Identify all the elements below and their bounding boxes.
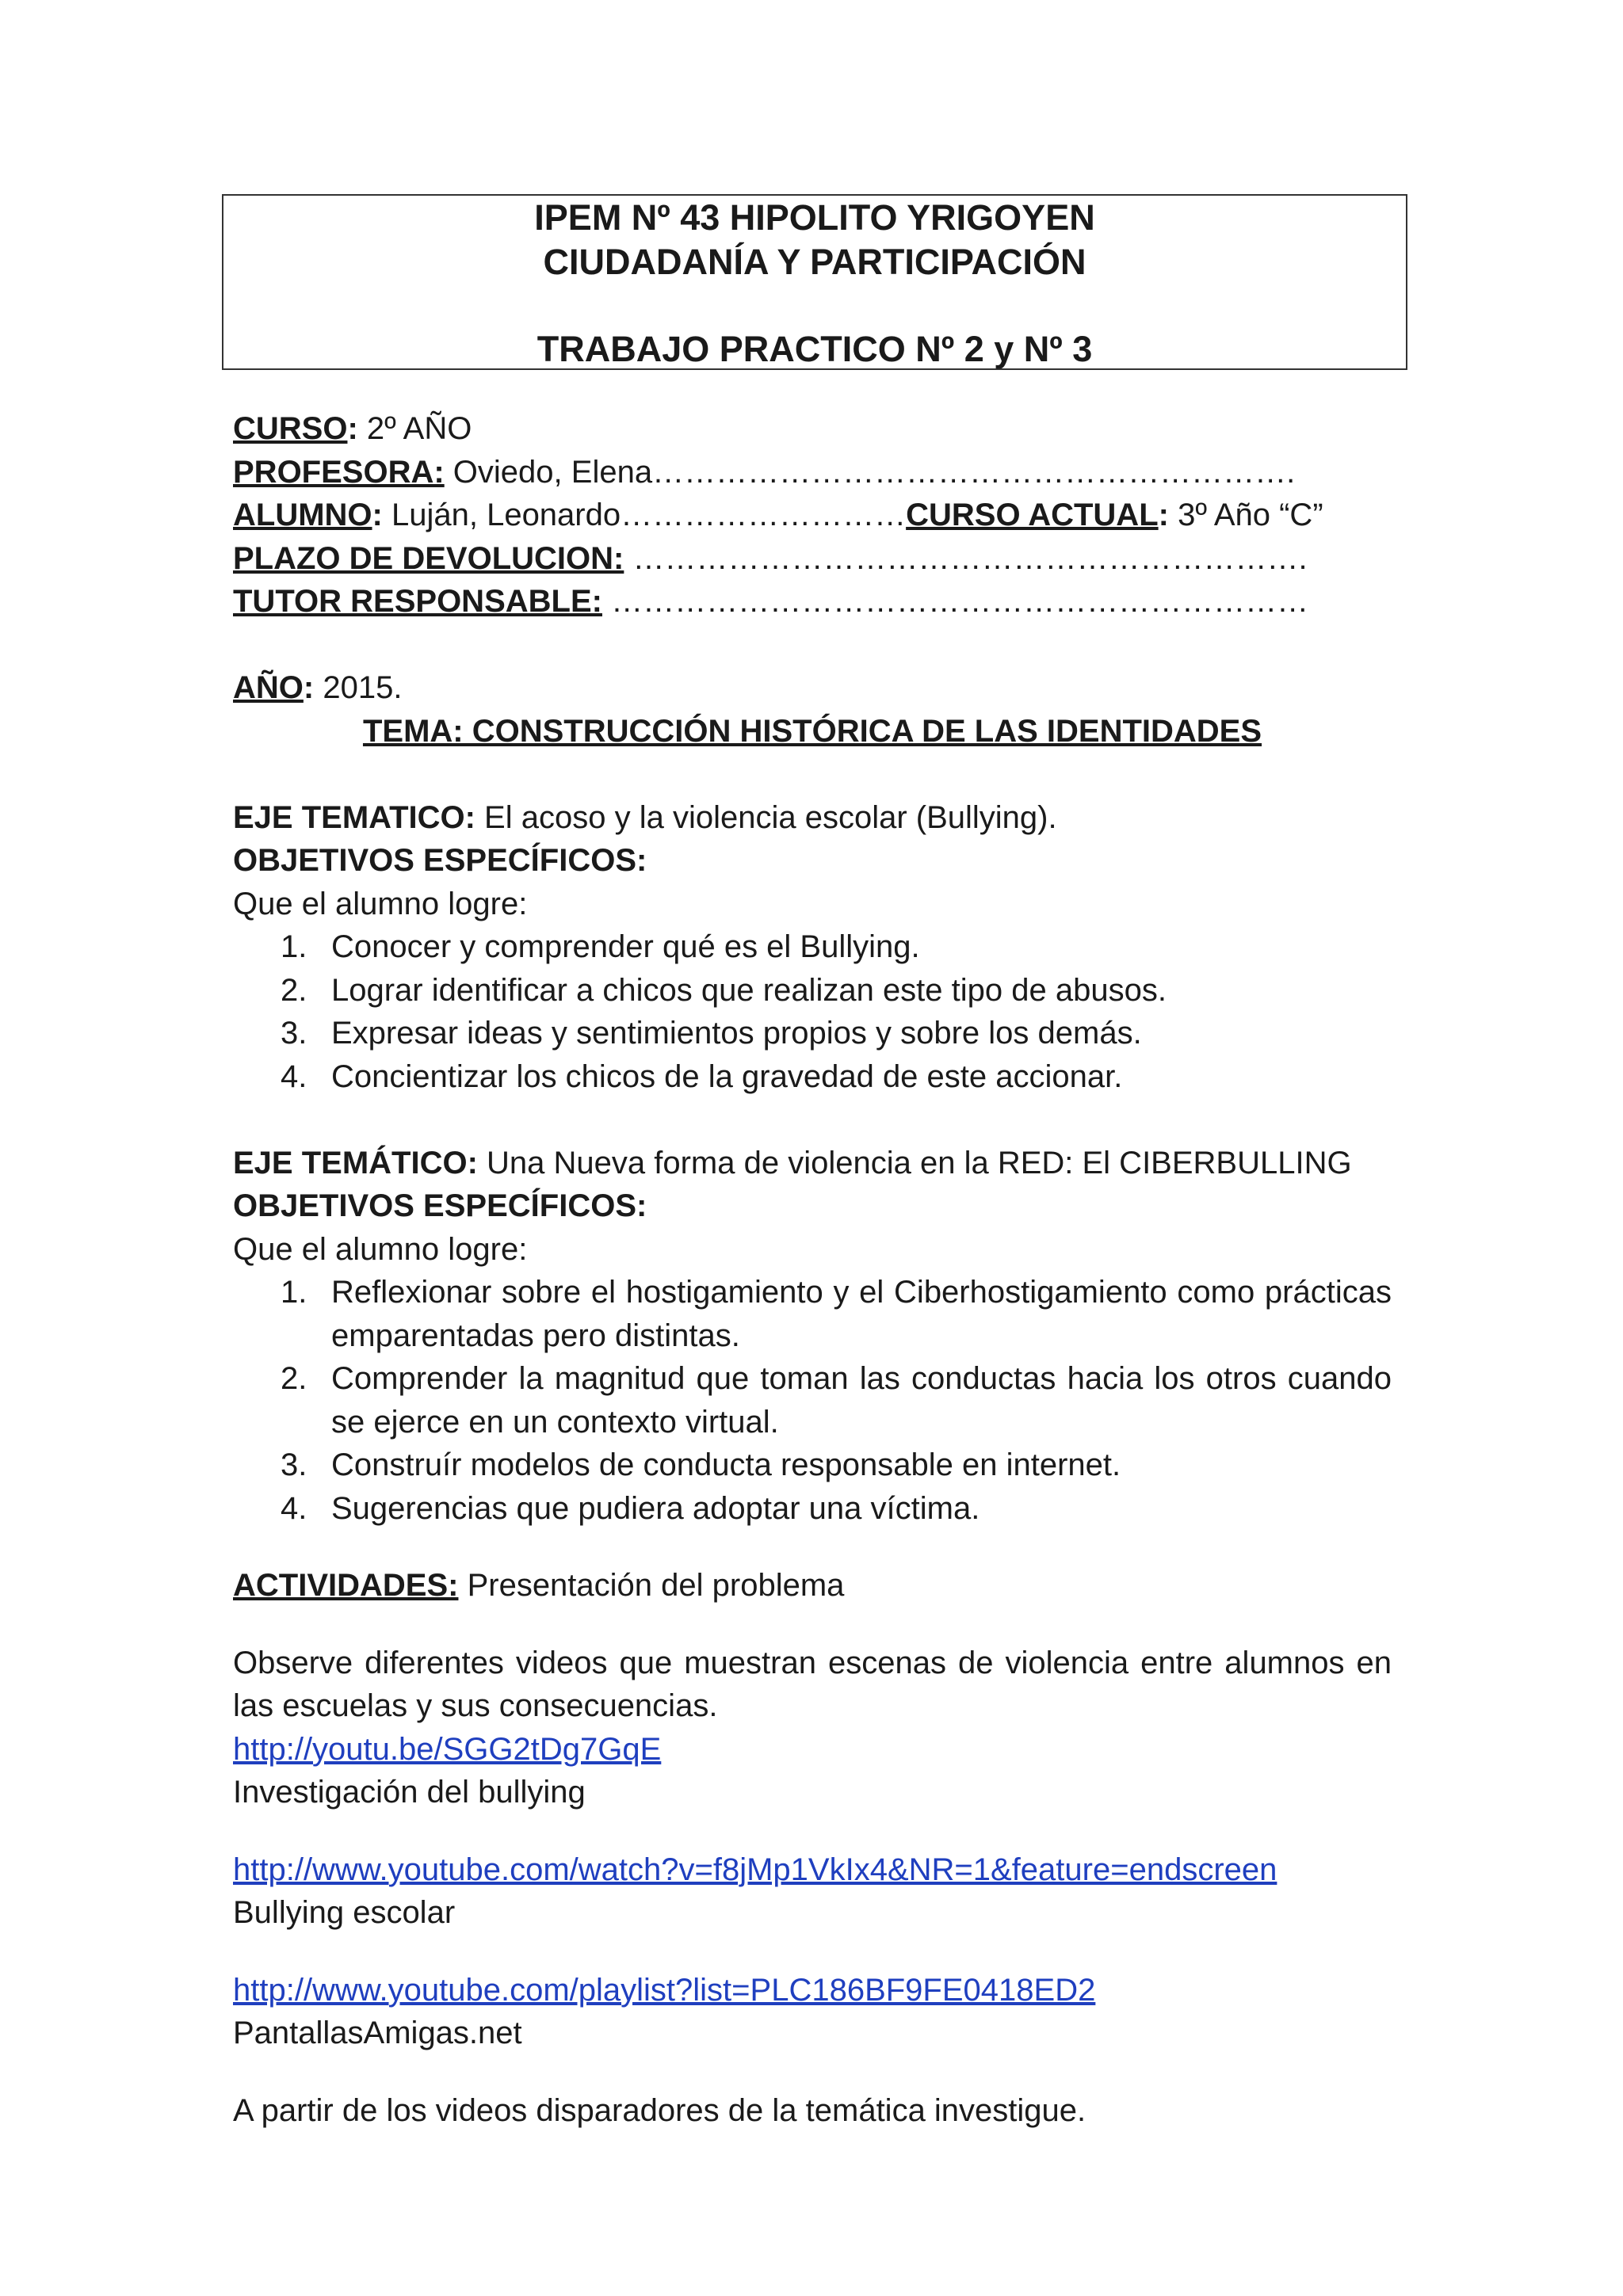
list-item: 3. Construír modelos de conducta responsable en internet. xyxy=(281,1447,1121,1482)
eje1-intro: Que el alumno logre: xyxy=(233,886,528,921)
list-item: 2. Lograr identificar a chicos que realizan este tipo de abusos. xyxy=(281,972,1167,1008)
anio-value: 2015. xyxy=(314,670,403,705)
closing-text: A partir de los videos disparadores de la temática investigue. xyxy=(233,2092,1086,2128)
eje2-label: EJE TEMÁTICO: xyxy=(233,1145,478,1180)
anio-row: AÑO: 2015. xyxy=(233,670,403,705)
eje2-objectives-list xyxy=(233,1271,1392,1530)
list-item: 2. Comprender la magnitud que toman las conductas hacia los otros cuando se ejerce en un contexto virtual. xyxy=(281,1361,1392,1440)
tutor-value: ………………………………………………………… xyxy=(601,584,1309,619)
eje1-objetivos-label: OBJETIVOS ESPECÍFICOS: xyxy=(233,843,647,878)
curso-actual-label: CURSO ACTUAL xyxy=(906,498,1159,532)
alumno-label: ALUMNO xyxy=(233,498,372,532)
eje2-intro: Que el alumno logre: xyxy=(233,1231,528,1267)
list-item: 4. Sugerencias que pudiera adoptar una víctima. xyxy=(281,1490,980,1526)
curso-value: 2º AÑO xyxy=(357,411,472,446)
list-item: 3. Expresar ideas y sentimientos propios y sobre los demás. xyxy=(281,1016,1142,1051)
video-caption-2: Bullying escolar xyxy=(233,1895,456,1930)
video-link-3[interactable]: http://www.youtube.com/playlist?list=PLC186BF9FE0418ED2 xyxy=(233,1972,1096,2008)
video-link-2[interactable]: http://www.youtube.com/watch?v=f8jMp1VkIx4&NR=1&feature=endscreen xyxy=(233,1852,1277,1887)
profesora-label: PROFESORA: xyxy=(233,454,445,490)
curso-actual-value: 3º Año “C” xyxy=(1168,498,1323,532)
subject-name: CIUDADANÍA Y PARTICIPACIÓN xyxy=(543,242,1086,282)
alumno-value: Luján, Leonardo……………………… xyxy=(382,498,907,532)
plazo-value: ………………………………………………………. xyxy=(624,540,1308,576)
list-item: 4. Concientizar los chicos de la gravedad de este accionar. xyxy=(281,1058,1123,1094)
actividades-label: ACTIVIDADES: xyxy=(233,1568,459,1603)
assignment-title: TRABAJO PRACTICO Nº 2 y Nº 3 xyxy=(537,329,1093,369)
list-item: 1. Conocer y comprender qué es el Bullying. xyxy=(281,929,920,964)
video-link-1[interactable]: http://youtu.be/SGG2tDg7GqE xyxy=(233,1731,662,1767)
alumno-row: ALUMNO: Luján, Leonardo………………………CURSO ACTUAL: 3º Año “C” xyxy=(233,498,1323,532)
video-caption-1: Investigación del bullying xyxy=(233,1775,586,1810)
eje1-row xyxy=(233,796,1392,840)
eje1-value: El acoso y la violencia escolar (Bullying). xyxy=(475,799,1057,835)
school-name: IPEM Nº 43 HIPOLITO YRIGOYEN xyxy=(534,197,1095,238)
eje2-row xyxy=(233,1142,1392,1185)
document-body xyxy=(233,407,1392,2132)
list-item: 1. Reflexionar sobre el hostigamiento y el Ciberhostigamiento como prácticas emparentadas pero distintas. xyxy=(281,1275,1392,1353)
actividades-row xyxy=(233,1564,1392,1608)
tutor-row xyxy=(233,580,1392,624)
tutor-label: TUTOR RESPONSABLE: xyxy=(233,584,602,619)
video-caption-3: PantallasAmigas.net xyxy=(233,2016,522,2050)
actividades-value: Presentación del problema xyxy=(458,1568,845,1603)
eje1-objectives-list xyxy=(233,925,1392,1098)
profesora-value: Oviedo, Elena……………………………………………………. xyxy=(444,454,1296,490)
eje2-objetivos-label: OBJETIVOS ESPECÍFICOS: xyxy=(233,1188,647,1223)
eje2-value: Una Nueva forma de violencia en la RED: El CIBERBULLING xyxy=(477,1145,1352,1180)
eje1-label: EJE TEMATICO: xyxy=(233,799,475,835)
header-box xyxy=(222,194,1407,370)
profesora-row xyxy=(233,451,1392,494)
actividades-paragraph: Observe diferentes videos que muestran escenas de violencia entre alumnos en las escuelas y sus consecuencias. xyxy=(233,1645,1392,1723)
anio-label: AÑO xyxy=(233,670,304,705)
tema-heading: TEMA: CONSTRUCCIÓN HISTÓRICA DE LAS IDENTIDADES xyxy=(362,713,1262,749)
plazo-row xyxy=(233,537,1392,581)
curso-row: CURSO: 2º AÑO xyxy=(233,411,472,446)
plazo-label: PLAZO DE DEVOLUCION: xyxy=(233,540,624,576)
curso-label: CURSO xyxy=(233,411,348,446)
